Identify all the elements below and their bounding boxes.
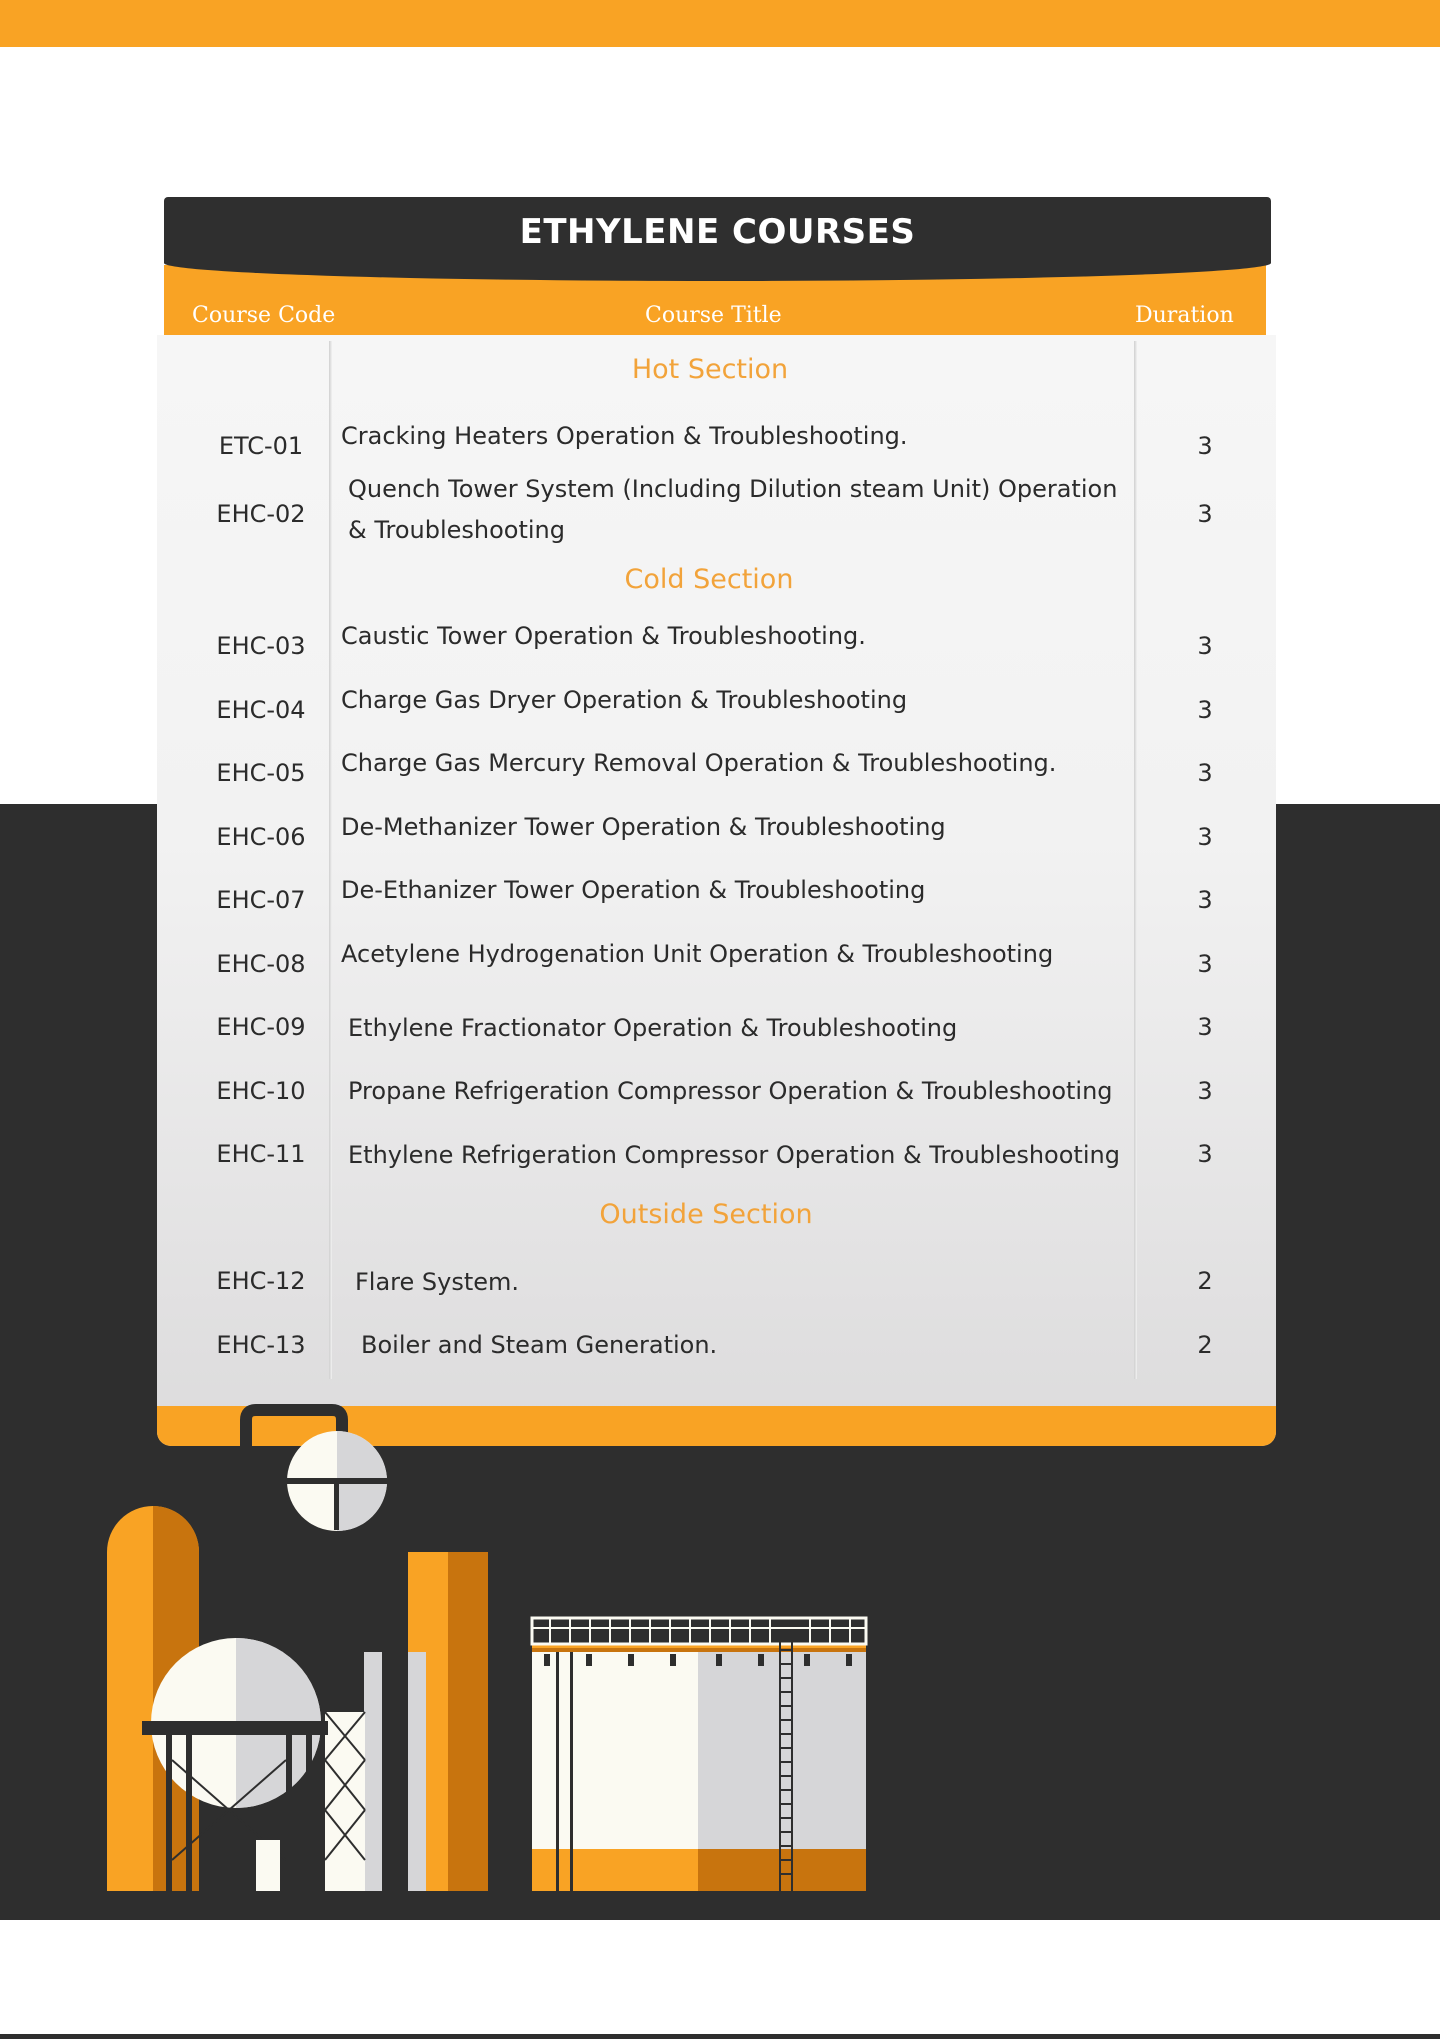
course-title: Caustic Tower Operation & Troubleshooting. bbox=[341, 622, 866, 650]
top-accent-bar bbox=[0, 0, 1440, 47]
course-title: Quench Tower System (Including Dilution steam Unit) Operation & Troubleshooting bbox=[348, 475, 1118, 544]
course-duration: 3 bbox=[1197, 1013, 1213, 1041]
course-duration: 3 bbox=[1197, 823, 1213, 851]
column-header-duration: Duration bbox=[1135, 303, 1234, 328]
course-code: EHC-03 bbox=[216, 632, 306, 660]
section-heading-outside: Outside Section bbox=[599, 1199, 813, 1230]
course-code: EHC-07 bbox=[216, 886, 306, 914]
column-divider bbox=[1134, 341, 1137, 1379]
course-duration: 3 bbox=[1197, 1140, 1213, 1168]
course-title: Propane Refrigeration Compressor Operation & Troubleshooting bbox=[348, 1077, 1113, 1105]
course-duration: 2 bbox=[1197, 1331, 1213, 1359]
course-duration: 3 bbox=[1197, 696, 1213, 724]
column-header-title: Course Title bbox=[645, 303, 782, 328]
course-title: Flare System. bbox=[355, 1268, 520, 1296]
course-title: Ethylene Fractionator Operation & Troubleshooting bbox=[348, 1014, 958, 1042]
course-code: EHC-02 bbox=[216, 500, 306, 528]
column-header-code: Course Code bbox=[192, 303, 336, 328]
course-title: Charge Gas Dryer Operation & Troubleshooting bbox=[341, 686, 908, 714]
course-title: Boiler and Steam Generation. bbox=[361, 1331, 718, 1359]
course-code: ETC-01 bbox=[218, 432, 304, 460]
course-duration: 3 bbox=[1197, 950, 1213, 978]
course-code: EHC-10 bbox=[216, 1077, 306, 1105]
course-duration: 3 bbox=[1197, 759, 1213, 787]
course-code: EHC-12 bbox=[216, 1267, 306, 1295]
course-code: EHC-06 bbox=[216, 823, 306, 851]
course-code: EHC-13 bbox=[216, 1331, 306, 1359]
course-duration: 3 bbox=[1197, 500, 1213, 528]
course-title: Cracking Heaters Operation & Troubleshooting. bbox=[341, 422, 908, 450]
course-duration: 3 bbox=[1197, 632, 1213, 660]
section-heading-hot: Hot Section bbox=[631, 354, 789, 385]
course-title: Charge Gas Mercury Removal Operation & Troubleshooting. bbox=[341, 749, 1057, 777]
course-code: EHC-04 bbox=[216, 696, 306, 724]
course-code: EHC-05 bbox=[216, 759, 306, 787]
course-duration: 2 bbox=[1197, 1267, 1213, 1295]
course-code: EHC-11 bbox=[216, 1140, 306, 1168]
course-duration: 3 bbox=[1197, 432, 1213, 460]
course-title: Acetylene Hydrogenation Unit Operation & Troubleshooting bbox=[341, 940, 1054, 968]
refinery-plant-illustration bbox=[0, 1400, 900, 1900]
column-divider bbox=[329, 341, 332, 1379]
course-code: EHC-09 bbox=[216, 1013, 306, 1041]
course-title: Ethylene Refrigeration Compressor Operation & Troubleshooting bbox=[348, 1141, 1120, 1169]
bottom-rule bbox=[0, 2034, 1440, 2039]
table-header bbox=[164, 197, 1271, 281]
course-duration: 3 bbox=[1197, 886, 1213, 914]
page-title: ETHYLENE COURSES bbox=[519, 212, 916, 252]
course-title: De-Ethanizer Tower Operation & Troubleshooting bbox=[341, 876, 926, 904]
section-heading-cold: Cold Section bbox=[624, 564, 794, 595]
course-duration: 3 bbox=[1197, 1077, 1213, 1105]
course-title: De-Methanizer Tower Operation & Troubleshooting bbox=[341, 813, 946, 841]
course-code: EHC-08 bbox=[216, 950, 306, 978]
